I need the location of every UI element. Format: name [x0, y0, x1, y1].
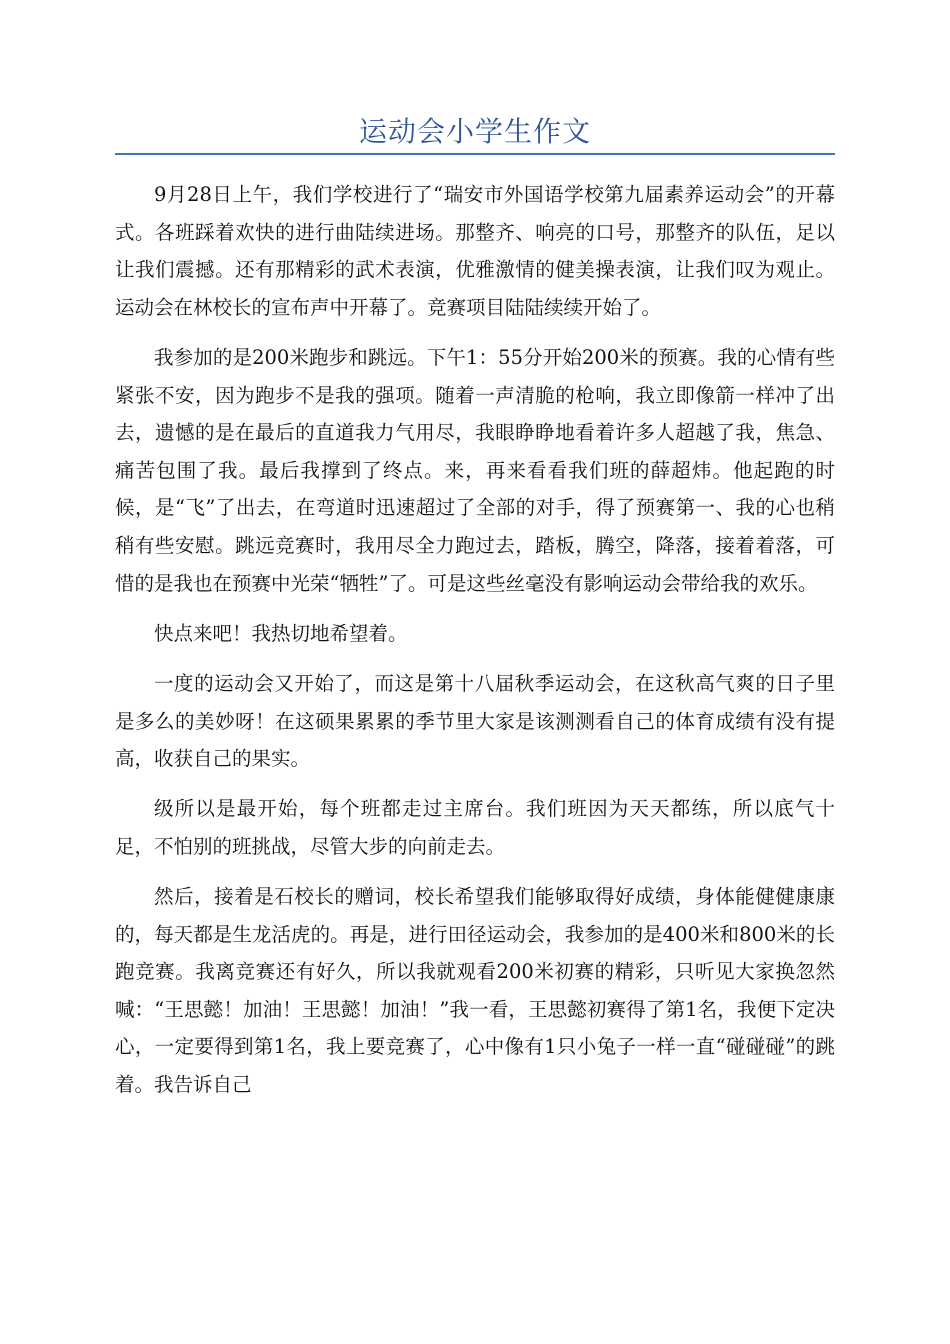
paragraph-1: 9月28日上午，我们学校进行了“瑞安市外国语学校第九届素养运动会”的开幕式。各班踩着欢快的进行曲陆续进场。那整齐、响亮的口号，那整齐的队伍，足以让我们震撼。还有那精彩的武术表演，优雅激情的健美操表演，让我们叹为观止。运动会在林校长的宣布声中开幕了。竞赛项目陆陆续续开始了。 — [115, 183, 835, 319]
paragraph-5: 级所以是最开始，每个班都走过主席台。我们班因为天天都练，所以底气十足，不怕别的班挑战，尽管大步的向前走去。 — [115, 797, 835, 858]
title-underline — [115, 153, 835, 155]
paragraph-4: 一度的运动会又开始了，而这是第十八届秋季运动会，在这秋高气爽的日子里是多么的美妙呀！在这硕果累累的季节里大家是该测测看自己的体育成绩有没有提高，收获自己的果实。 — [115, 671, 835, 771]
paragraph-2: 我参加的是200米跑步和跳远。下午1：55分开始200米的预赛。我的心情有些紧张不安，因为跑步不是我的强项。随着一声清脆的枪响，我立即像箭一样冲了出去，遗憾的是在最后的直道我力气用尽，我眼睁睁地看着许多人超越了我，焦急、痛苦包围了我。最后我撑到了终点。来，再来看看我们班的薛超炜。他起跑的时候，是“飞”了出去，在弯道时迅速超过了全部的对手，得了预赛第一、我的心也稍稍有些安慰。跳远竞赛时，我用尽全力跑过去，踏板，腾空，降落，接着着落，可惜的是我也在预赛中光荣“牺牲”了。可是这些丝毫没有影响运动会带给我的欢乐。 — [115, 345, 835, 595]
paragraph-3: 快点来吧！我热切地希望着。 — [154, 621, 408, 645]
paragraph-6: 然后，接着是石校长的赠词，校长希望我们能够取得好成绩，身体能健健康康的，每天都是生龙活虎的。再是，进行田径运动会，我参加的是400米和800米的长跑竞赛。我离竞赛还有好久，所以我就观看200米初赛的精彩，只听见大家换忽然喊：“王思懿！加油！王思懿！加油！”我一看，王思懿初赛得了第1名，我便下定决心，一定要得到第1名，我上要竞赛了，心中像有1只小兔子一样一直“碰碰碰”的跳着。我告诉自己 — [115, 885, 835, 1097]
document-title: 运动会小学生作文 — [358, 115, 591, 148]
document-body — [115, 176, 835, 1116]
